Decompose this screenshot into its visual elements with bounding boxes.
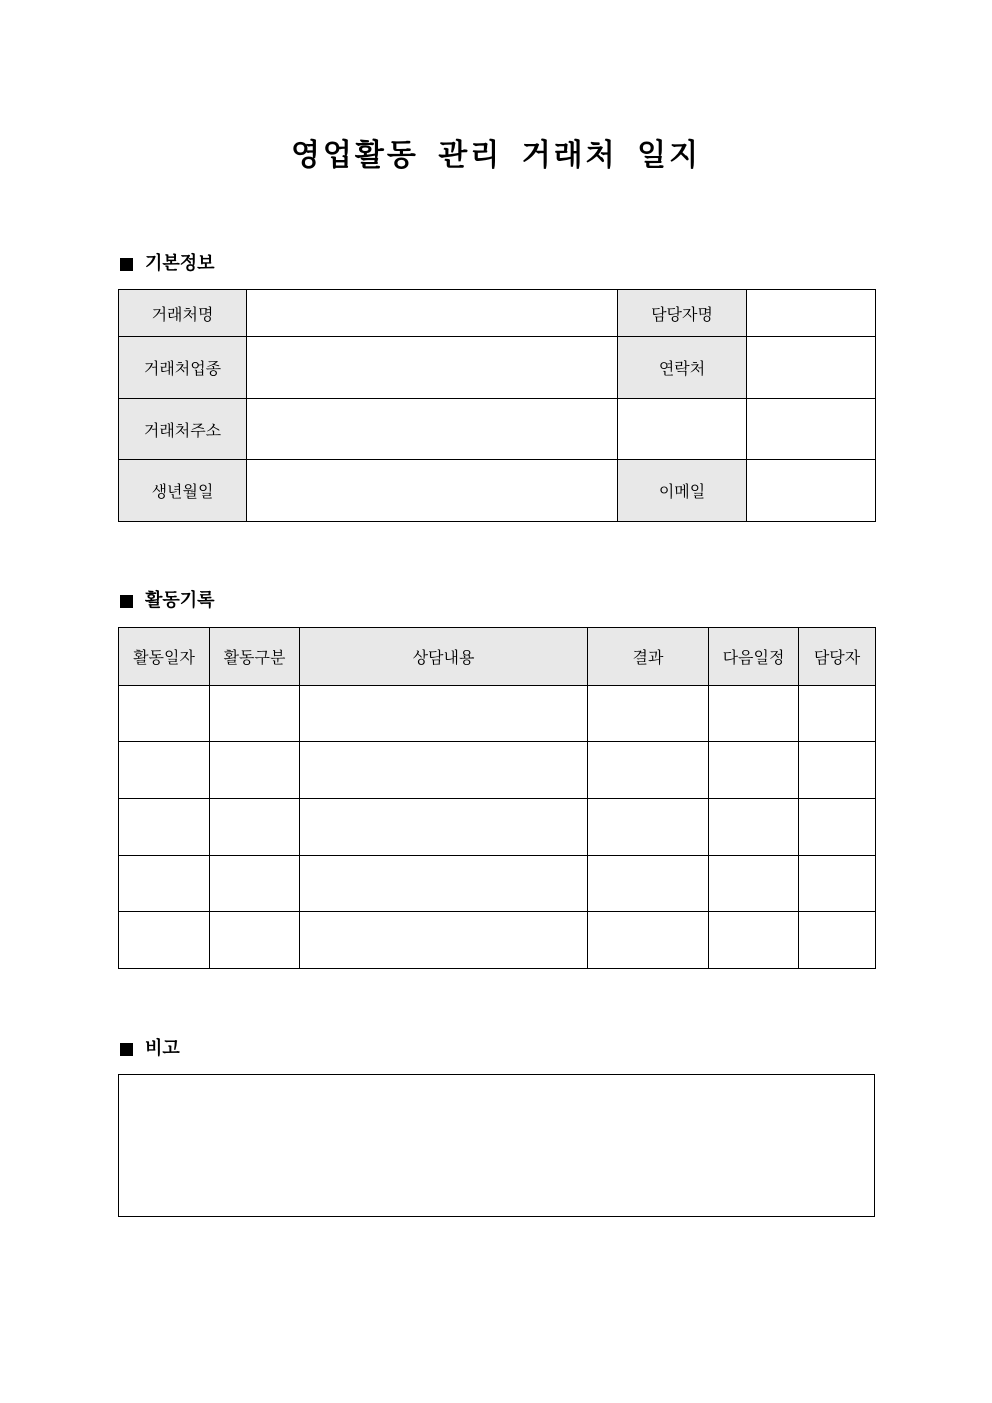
table-row [119, 399, 876, 460]
column-header: 상담내용 [300, 628, 588, 686]
table-cell[interactable] [709, 686, 799, 742]
section-heading-label: 활동기록 [145, 590, 215, 611]
client-industry-field[interactable] [247, 337, 618, 399]
column-header: 담당자 [799, 628, 876, 686]
birth-date-field[interactable] [247, 460, 618, 522]
table-cell[interactable] [588, 856, 709, 912]
table-cell[interactable] [588, 799, 709, 856]
table-row [119, 912, 876, 969]
section-heading-label: 기본정보 [145, 253, 215, 274]
field-label: 연락처 [618, 337, 747, 399]
table-cell[interactable] [210, 742, 300, 799]
client-address-field[interactable] [247, 399, 618, 460]
field-label: 거래처업종 [119, 337, 247, 399]
field-label: 거래처명 [119, 290, 247, 337]
table-cell[interactable] [799, 742, 876, 799]
page-title: 영업활동 관리 거래처 일지 [290, 138, 702, 173]
table-cell[interactable] [119, 912, 210, 969]
table-cell[interactable] [119, 799, 210, 856]
table-cell[interactable] [119, 856, 210, 912]
table-cell[interactable] [300, 686, 588, 742]
field-label: 담당자명 [618, 290, 747, 337]
table-cell[interactable] [119, 742, 210, 799]
blank-label-cell [618, 399, 747, 460]
column-header: 다음일정 [709, 628, 799, 686]
table-row [119, 799, 876, 856]
column-header: 활동일자 [119, 628, 210, 686]
section-heading-basic-info [118, 251, 215, 277]
table-row [119, 742, 876, 799]
field-label: 생년월일 [119, 460, 247, 522]
table-cell[interactable] [300, 856, 588, 912]
blank-value-cell[interactable] [747, 399, 876, 460]
remarks-box[interactable] [118, 1074, 875, 1217]
table-row [119, 337, 876, 399]
table-cell[interactable] [210, 686, 300, 742]
table-cell[interactable] [210, 856, 300, 912]
table-cell[interactable] [799, 912, 876, 969]
table-cell[interactable] [709, 856, 799, 912]
table-cell[interactable] [300, 742, 588, 799]
table-row [119, 290, 876, 337]
email-field[interactable] [747, 460, 876, 522]
table-cell[interactable] [300, 799, 588, 856]
table-cell[interactable] [588, 686, 709, 742]
table-cell[interactable] [210, 912, 300, 969]
contact-field[interactable] [747, 337, 876, 399]
column-header: 결과 [588, 628, 709, 686]
section-heading-label: 비고 [145, 1038, 180, 1059]
activity-log-table [118, 627, 876, 969]
table-cell[interactable] [119, 686, 210, 742]
table-cell[interactable] [588, 912, 709, 969]
square-bullet-icon [120, 258, 133, 271]
table-cell[interactable] [709, 799, 799, 856]
table-row [119, 856, 876, 912]
field-label: 이메일 [618, 460, 747, 522]
manager-name-field[interactable] [747, 290, 876, 337]
table-cell[interactable] [588, 742, 709, 799]
table-header-row [119, 628, 876, 686]
table-row [119, 686, 876, 742]
table-cell[interactable] [799, 799, 876, 856]
table-cell[interactable] [709, 742, 799, 799]
table-cell[interactable] [210, 799, 300, 856]
basic-info-table [118, 289, 876, 522]
client-name-field[interactable] [247, 290, 618, 337]
table-cell[interactable] [709, 912, 799, 969]
table-cell[interactable] [300, 912, 588, 969]
field-label: 거래처주소 [119, 399, 247, 460]
section-heading-remarks [118, 1036, 180, 1062]
table-cell[interactable] [799, 686, 876, 742]
column-header: 활동구분 [210, 628, 300, 686]
table-cell[interactable] [799, 856, 876, 912]
square-bullet-icon [120, 595, 133, 608]
table-row [119, 460, 876, 522]
section-heading-activity-log [118, 588, 215, 614]
square-bullet-icon [120, 1043, 133, 1056]
